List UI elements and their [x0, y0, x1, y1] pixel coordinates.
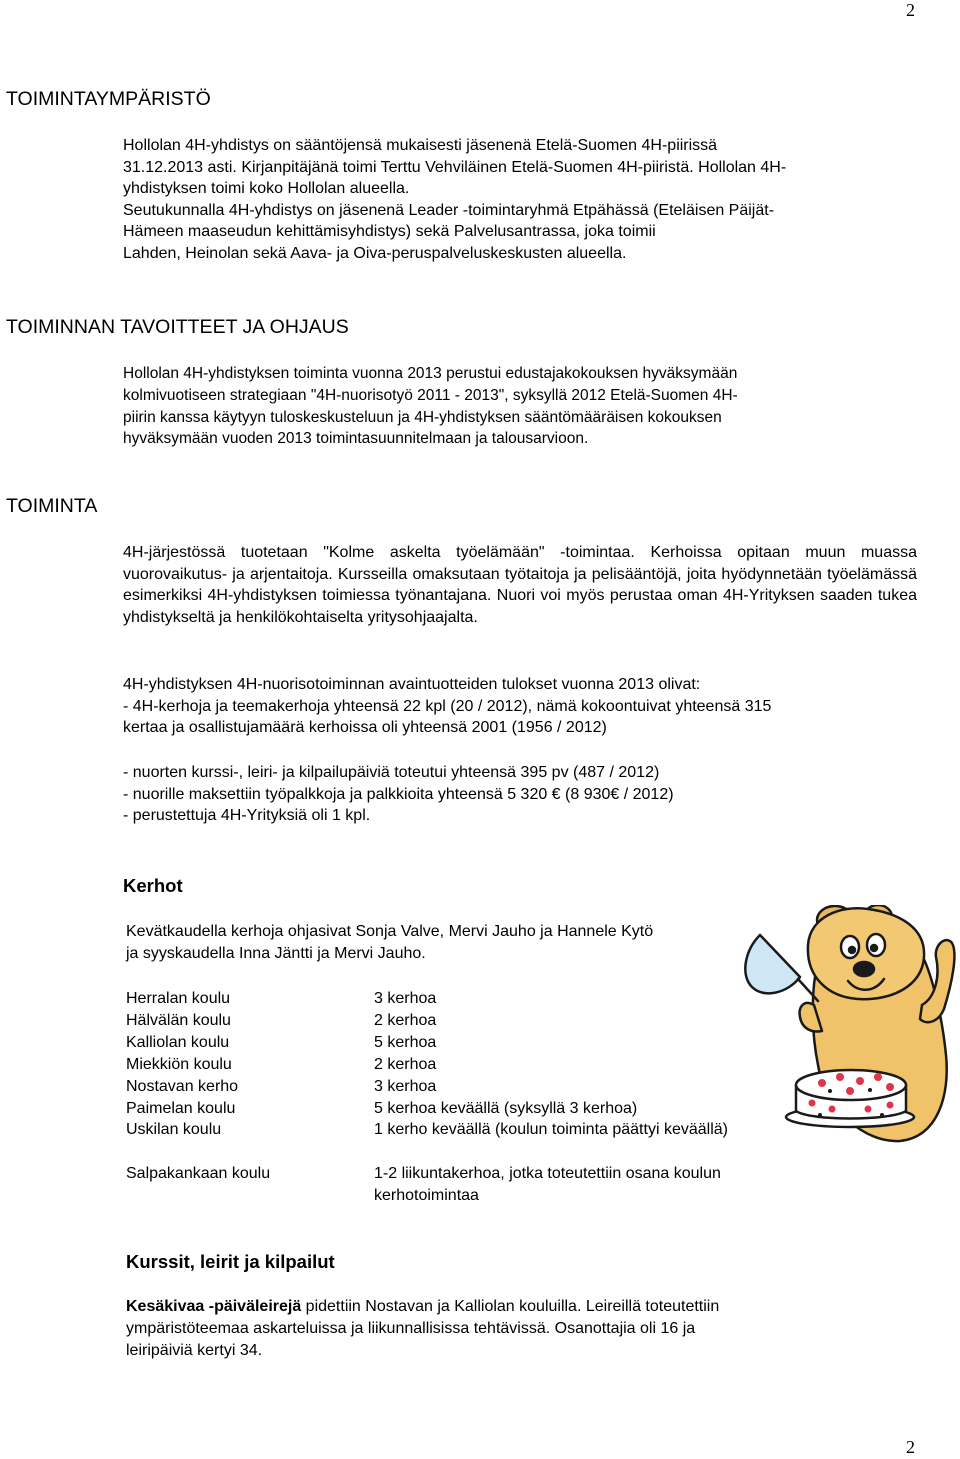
school-clubs: 5 kerhoa keväällä (syksyllä 3 kerhoa)	[374, 1099, 638, 1117]
paragraph-toimintaymparisto	[123, 135, 786, 265]
berry	[856, 1077, 864, 1085]
text-line: kertaa ja osallistujamäärä kerhoissa oli yhteensä 2001 (1956 / 2012)	[123, 719, 607, 737]
text-line	[126, 1296, 719, 1318]
text-line: hyväksymään vuoden 2013 toimintasuunnitelmaan ja talousarvioon.	[123, 430, 589, 448]
school-name-salpakangas	[126, 1163, 270, 1185]
list-item: - perustettuja 4H-Yrityksiä oli 1 kpl.	[123, 807, 371, 825]
school-clubs: 1-2 liikuntakerhoa, jotka toteutettiin osana koulun	[374, 1165, 721, 1182]
heading-kerhot: Kerhot	[123, 875, 183, 896]
berry	[874, 1073, 882, 1081]
paragraph-tavoitteet	[123, 363, 738, 450]
sprinkle	[818, 1113, 822, 1117]
school-name: Nostavan kerho	[126, 1077, 239, 1095]
schools-column	[126, 988, 238, 1141]
school-clubs: 2 kerhoa	[374, 1055, 437, 1073]
list-item: - nuorten kurssi-, leiri- ja kilpailupäiviä toteutui yhteensä 395 pv (487 / 2012)	[123, 764, 660, 781]
text-line: piirin kanssa käytyyn tuloskeskusteluun ja 4H-yhdistyksen sääntömääräisen kokouksen	[123, 408, 722, 426]
school-name: Kalliolan koulu	[126, 1033, 230, 1051]
page-number-bottom: 2	[906, 1437, 915, 1457]
school-name: Miekkiön koulu	[126, 1055, 232, 1073]
sprinkle	[880, 1113, 884, 1117]
text-line: yhdistyksen toimi koko Hollolan alueella.	[123, 180, 410, 198]
text-line: Seutukunnalla 4H-yhdistys on jäsenenä Leader -toimintaryhmä Etpähässä (Eteläisen Päijät-	[123, 201, 775, 219]
school-clubs-salpakangas	[374, 1163, 721, 1207]
paragraph-kerhot	[126, 921, 653, 964]
school-clubs: 2 kerhoa	[374, 1011, 437, 1029]
text-span: pidettiin Nostavan ja Kalliolan kouluilla. Leireillä toteutettiin	[301, 1298, 720, 1315]
heading-toiminta: TOIMINTA	[6, 495, 98, 517]
heading-tavoitteet: TOIMINNAN TAVOITTEET JA OHJAUS	[6, 316, 349, 338]
text-line: Hollolan 4H-yhdistyksen toiminta vuonna 2013 perustui edustajakokouksen hyväksymään	[123, 365, 738, 382]
berry	[886, 1083, 894, 1091]
paragraph-toiminta-intro: 4H-järjestössä tuotetaan "Kolme askelta työelämään" -toimintaa. Kerhoissa opitaan muun muassa vuorovaikutus- ja arjentaitoja. Kursseilla omaksutaan työtaitoja ja pelisääntöjä, joita hyödynnetään työelämässä esimerkiksi 4H-yhdistyksen toimiessa työnantajana. Nuori voi myös perustaa oman 4H-Yrityksen saaden tukea yhdistykseltä ja henkilökohtaiselta yritysohjaajalta.	[123, 544, 917, 626]
berry	[836, 1073, 844, 1081]
bold-lead: Kesäkivaa -päiväleirejä	[126, 1298, 302, 1315]
text-line: Hollolan 4H-yhdistys on sääntöjensä mukaisesti jäsenenä Etelä-Suomen 4H-piirissä	[123, 137, 718, 154]
bear-with-cake-illustration	[700, 905, 958, 1145]
text-line: kolmivuotiseen strategiaan "4H-nuorisotyö 2011 - 2013", syksyllä 2012 Etelä-Suomen 4H-	[123, 386, 738, 404]
page-number-top: 2	[906, 0, 915, 20]
heading-toimintaymparisto: TOIMINTAYMPÄRISTÖ	[6, 88, 211, 110]
clubs-column	[374, 988, 728, 1141]
text-line: Kevätkaudella kerhoja ohjasivat Sonja Valve, Mervi Jauho ja Hannele Kytö	[126, 923, 654, 940]
results-block	[123, 674, 771, 739]
bear-head	[808, 908, 924, 999]
text-line: - 4H-kerhoja ja teemakerhoja yhteensä 22 kpl (20 / 2012), nämä kokoontuivat yhteensä 315	[123, 697, 772, 715]
list-item: - nuorille maksettiin työpalkkoja ja palkkioita yhteensä 5 320 € (8 930€ / 2012)	[123, 785, 674, 803]
text-line: 31.12.2013 asti. Kirjanpitäjänä toimi Terttu Vehviläinen Etelä-Suomen 4H-piiristä. Hollolan 4H-	[123, 158, 787, 176]
school-name: Hälvälän koulu	[126, 1011, 231, 1029]
school-name: Herralan koulu	[126, 990, 231, 1007]
bear-pupil-right	[871, 945, 877, 951]
sprinkle	[828, 1089, 832, 1093]
school-clubs: 5 kerhoa	[374, 1033, 437, 1051]
paragraph-kurssit	[126, 1296, 719, 1362]
bear-pupil-left	[849, 947, 855, 953]
text-line: 4H-yhdistyksen 4H-nuorisotoiminnan avaintuotteiden tulokset vuonna 2013 olivat:	[123, 676, 701, 693]
sprinkle	[868, 1088, 872, 1092]
berry	[846, 1087, 854, 1095]
berry	[818, 1079, 826, 1087]
text-line: ympäristöteemaa askarteluissa ja liikunnallisissa tehtävissä. Osanottajia oli 16 ja	[126, 1320, 696, 1337]
text-line: leiripäiviä kertyi 34.	[126, 1342, 263, 1359]
bear-nose	[854, 962, 874, 976]
cake-server-blade	[745, 935, 800, 993]
berry	[887, 1102, 894, 1109]
school-name: Paimelan koulu	[126, 1099, 236, 1117]
berry	[809, 1100, 816, 1107]
school-name: Uskilan koulu	[126, 1121, 222, 1139]
berry	[829, 1106, 836, 1113]
text-line: Lahden, Heinolan sekä Aava- ja Oiva-peruspalveluskeskusten alueella.	[123, 244, 627, 262]
results-bullets	[123, 762, 674, 827]
school-clubs: 3 kerhoa	[374, 1077, 437, 1095]
berry	[865, 1106, 872, 1113]
text-line: Hämeen maaseudun kehittämisyhdistys) sekä Palvelusantrassa, joka toimii	[123, 223, 656, 241]
heading-kurssit: Kurssit, leirit ja kilpailut	[126, 1251, 335, 1272]
school-name: Salpakankaan koulu	[126, 1165, 271, 1182]
school-clubs: 3 kerhoa	[374, 990, 437, 1007]
school-clubs: kerhotoimintaa	[374, 1186, 479, 1204]
text-line: ja syyskaudella Inna Jäntti ja Mervi Jauho.	[126, 944, 426, 962]
school-clubs: 1 kerho keväällä (koulun toiminta päättyi keväällä)	[374, 1121, 728, 1139]
